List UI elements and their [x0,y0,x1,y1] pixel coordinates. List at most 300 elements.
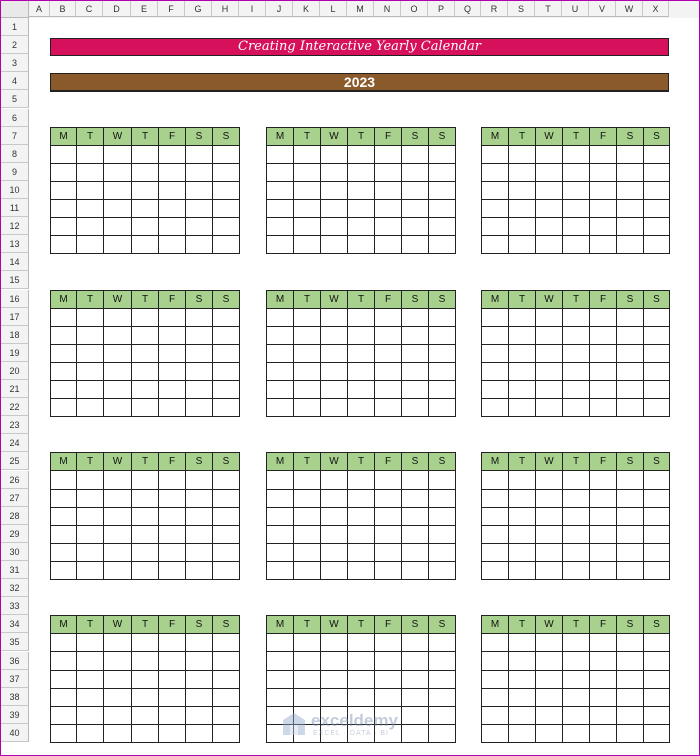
day-cell[interactable] [51,724,77,742]
day-cell[interactable] [482,543,509,561]
day-cell[interactable] [104,163,132,181]
day-cell[interactable] [402,362,429,380]
day-cell[interactable] [51,218,77,236]
day-cell[interactable] [429,543,456,561]
day-cell[interactable] [563,199,590,217]
day-cell[interactable] [159,380,186,398]
day-cell[interactable] [267,218,294,236]
weekday-header[interactable]: W [536,453,563,471]
day-cell[interactable] [321,199,348,217]
row-header-20[interactable]: 20 [1,362,29,380]
day-cell[interactable] [321,652,348,670]
weekday-header[interactable]: T [132,127,159,145]
row-header-13[interactable]: 13 [1,235,29,253]
day-cell[interactable] [321,218,348,236]
day-cell[interactable] [482,236,509,254]
day-cell[interactable] [509,326,536,344]
day-cell[interactable] [482,471,509,489]
day-cell[interactable] [536,344,563,362]
weekday-header[interactable]: M [51,616,77,634]
day-cell[interactable] [132,399,159,417]
weekday-header[interactable]: T [294,453,321,471]
weekday-header[interactable]: W [536,290,563,308]
row-header-24[interactable]: 24 [1,434,29,452]
day-cell[interactable] [132,471,159,489]
day-cell[interactable] [348,634,375,652]
day-cell[interactable] [563,308,590,326]
day-cell[interactable] [536,489,563,507]
day-cell[interactable] [186,399,213,417]
day-cell[interactable] [644,634,670,652]
day-cell[interactable] [509,525,536,543]
day-cell[interactable] [644,362,670,380]
day-cell[interactable] [132,199,159,217]
day-cell[interactable] [294,670,321,688]
day-cell[interactable] [294,362,321,380]
column-header-i[interactable]: I [239,1,266,17]
weekday-header[interactable]: F [375,616,402,634]
day-cell[interactable] [321,543,348,561]
day-cell[interactable] [294,543,321,561]
day-cell[interactable] [482,688,509,706]
day-cell[interactable] [159,181,186,199]
day-cell[interactable] [267,471,294,489]
day-cell[interactable] [509,561,536,579]
weekday-header[interactable]: T [132,290,159,308]
weekday-header[interactable]: M [51,453,77,471]
day-cell[interactable] [402,399,429,417]
day-cell[interactable] [482,380,509,398]
day-cell[interactable] [375,670,402,688]
day-cell[interactable] [536,706,563,724]
day-cell[interactable] [77,670,104,688]
day-cell[interactable] [482,724,509,742]
weekday-header[interactable]: S [429,127,456,145]
day-cell[interactable] [51,525,77,543]
day-cell[interactable] [563,688,590,706]
day-cell[interactable] [51,489,77,507]
day-cell[interactable] [590,145,617,163]
weekday-header[interactable]: F [590,453,617,471]
day-cell[interactable] [536,670,563,688]
day-cell[interactable] [375,362,402,380]
day-cell[interactable] [509,181,536,199]
weekday-header[interactable]: T [563,290,590,308]
day-cell[interactable] [294,145,321,163]
day-cell[interactable] [132,181,159,199]
weekday-header[interactable]: T [294,290,321,308]
day-cell[interactable] [321,163,348,181]
weekday-header[interactable]: T [348,453,375,471]
weekday-header[interactable]: S [644,453,670,471]
day-cell[interactable] [644,399,670,417]
day-cell[interactable] [213,344,240,362]
day-cell[interactable] [536,652,563,670]
day-cell[interactable] [186,308,213,326]
day-cell[interactable] [644,489,670,507]
day-cell[interactable] [617,724,644,742]
day-cell[interactable] [159,308,186,326]
day-cell[interactable] [509,362,536,380]
day-cell[interactable] [186,724,213,742]
weekday-header[interactable]: T [348,616,375,634]
row-header-35[interactable]: 35 [1,633,29,651]
day-cell[interactable] [132,525,159,543]
day-cell[interactable] [563,399,590,417]
weekday-header[interactable]: F [590,127,617,145]
weekday-header[interactable]: M [482,290,509,308]
row-header-37[interactable]: 37 [1,670,29,688]
day-cell[interactable] [159,525,186,543]
day-cell[interactable] [536,163,563,181]
day-cell[interactable] [429,471,456,489]
day-cell[interactable] [402,543,429,561]
day-cell[interactable] [590,199,617,217]
day-cell[interactable] [132,308,159,326]
weekday-header[interactable]: T [509,616,536,634]
day-cell[interactable] [429,688,456,706]
day-cell[interactable] [590,344,617,362]
day-cell[interactable] [617,308,644,326]
day-cell[interactable] [402,326,429,344]
day-cell[interactable] [509,399,536,417]
column-header-l[interactable]: L [320,1,347,17]
weekday-header[interactable]: W [536,127,563,145]
weekday-header[interactable]: S [186,453,213,471]
day-cell[interactable] [482,163,509,181]
weekday-header[interactable]: T [563,616,590,634]
day-cell[interactable] [617,362,644,380]
day-cell[interactable] [375,471,402,489]
day-cell[interactable] [482,362,509,380]
weekday-header[interactable]: W [321,127,348,145]
day-cell[interactable] [104,670,132,688]
row-header-21[interactable]: 21 [1,380,29,398]
weekday-header[interactable]: W [321,616,348,634]
day-cell[interactable] [294,218,321,236]
row-header-23[interactable]: 23 [1,416,29,434]
day-cell[interactable] [159,652,186,670]
day-cell[interactable] [132,670,159,688]
day-cell[interactable] [375,525,402,543]
day-cell[interactable] [644,344,670,362]
day-cell[interactable] [132,706,159,724]
column-header-p[interactable]: P [428,1,455,17]
day-cell[interactable] [51,706,77,724]
day-cell[interactable] [429,652,456,670]
weekday-header[interactable]: S [429,616,456,634]
day-cell[interactable] [348,507,375,525]
weekday-header[interactable]: S [617,453,644,471]
day-cell[interactable] [590,399,617,417]
day-cell[interactable] [563,706,590,724]
day-cell[interactable] [348,561,375,579]
weekday-header[interactable]: T [294,616,321,634]
day-cell[interactable] [644,688,670,706]
day-cell[interactable] [51,362,77,380]
column-header-v[interactable]: V [589,1,616,17]
day-cell[interactable] [617,181,644,199]
weekday-header[interactable]: S [186,290,213,308]
day-cell[interactable] [429,163,456,181]
weekday-header[interactable]: S [644,127,670,145]
day-cell[interactable] [536,362,563,380]
day-cell[interactable] [321,525,348,543]
weekday-header[interactable]: S [617,290,644,308]
day-cell[interactable] [213,543,240,561]
day-cell[interactable] [402,507,429,525]
weekday-header[interactable]: S [617,127,644,145]
day-cell[interactable] [51,670,77,688]
day-cell[interactable] [509,145,536,163]
day-cell[interactable] [617,380,644,398]
day-cell[interactable] [294,688,321,706]
weekday-header[interactable]: M [267,453,294,471]
day-cell[interactable] [644,145,670,163]
row-header-32[interactable]: 32 [1,579,29,597]
day-cell[interactable] [267,634,294,652]
day-cell[interactable] [402,634,429,652]
row-header-27[interactable]: 27 [1,489,29,507]
day-cell[interactable] [213,145,240,163]
row-header-14[interactable]: 14 [1,253,29,271]
day-cell[interactable] [536,326,563,344]
day-cell[interactable] [482,652,509,670]
day-cell[interactable] [132,344,159,362]
day-cell[interactable] [509,199,536,217]
day-cell[interactable] [482,399,509,417]
row-header-26[interactable]: 26 [1,471,29,489]
day-cell[interactable] [321,688,348,706]
weekday-header[interactable]: S [644,616,670,634]
day-cell[interactable] [617,525,644,543]
day-cell[interactable] [590,561,617,579]
weekday-header[interactable]: F [159,453,186,471]
day-cell[interactable] [563,236,590,254]
day-cell[interactable] [644,543,670,561]
day-cell[interactable] [536,145,563,163]
day-cell[interactable] [617,634,644,652]
day-cell[interactable] [644,525,670,543]
day-cell[interactable] [509,308,536,326]
day-cell[interactable] [536,688,563,706]
day-cell[interactable] [402,380,429,398]
weekday-header[interactable]: T [77,127,104,145]
day-cell[interactable] [104,218,132,236]
day-cell[interactable] [321,308,348,326]
day-cell[interactable] [563,670,590,688]
day-cell[interactable] [159,543,186,561]
day-cell[interactable] [644,380,670,398]
day-cell[interactable] [482,199,509,217]
day-cell[interactable] [617,706,644,724]
day-cell[interactable] [375,489,402,507]
day-cell[interactable] [104,525,132,543]
weekday-header[interactable]: W [104,127,132,145]
day-cell[interactable] [267,181,294,199]
day-cell[interactable] [402,489,429,507]
day-cell[interactable] [348,380,375,398]
day-cell[interactable] [186,181,213,199]
weekday-header[interactable]: T [509,127,536,145]
day-cell[interactable] [563,561,590,579]
row-header-12[interactable]: 12 [1,217,29,235]
day-cell[interactable] [132,163,159,181]
day-cell[interactable] [77,163,104,181]
row-header-8[interactable]: 8 [1,145,29,163]
weekday-header[interactable]: T [509,290,536,308]
day-cell[interactable] [429,199,456,217]
weekday-header[interactable]: T [348,290,375,308]
day-cell[interactable] [104,326,132,344]
day-cell[interactable] [267,561,294,579]
day-cell[interactable] [348,525,375,543]
day-cell[interactable] [51,181,77,199]
day-cell[interactable] [159,344,186,362]
day-cell[interactable] [213,688,240,706]
day-cell[interactable] [159,561,186,579]
day-cell[interactable] [348,145,375,163]
day-cell[interactable] [590,308,617,326]
day-cell[interactable] [159,236,186,254]
day-cell[interactable] [509,236,536,254]
day-cell[interactable] [509,218,536,236]
weekday-header[interactable]: M [482,127,509,145]
day-cell[interactable] [617,344,644,362]
day-cell[interactable] [159,688,186,706]
day-cell[interactable] [402,471,429,489]
day-cell[interactable] [644,561,670,579]
row-header-22[interactable]: 22 [1,398,29,416]
day-cell[interactable] [644,652,670,670]
row-header-15[interactable]: 15 [1,271,29,289]
weekday-header[interactable]: M [51,127,77,145]
day-cell[interactable] [294,199,321,217]
day-cell[interactable] [186,507,213,525]
day-cell[interactable] [213,706,240,724]
day-cell[interactable] [213,561,240,579]
day-cell[interactable] [51,688,77,706]
day-cell[interactable] [429,308,456,326]
day-cell[interactable] [536,181,563,199]
day-cell[interactable] [294,163,321,181]
day-cell[interactable] [563,525,590,543]
day-cell[interactable] [536,399,563,417]
day-cell[interactable] [104,471,132,489]
day-cell[interactable] [348,652,375,670]
day-cell[interactable] [132,145,159,163]
day-cell[interactable] [77,218,104,236]
day-cell[interactable] [590,724,617,742]
day-cell[interactable] [375,145,402,163]
day-cell[interactable] [536,543,563,561]
day-cell[interactable] [104,308,132,326]
day-cell[interactable] [213,362,240,380]
column-header-s[interactable]: S [508,1,535,17]
day-cell[interactable] [617,236,644,254]
day-cell[interactable] [429,326,456,344]
day-cell[interactable] [51,561,77,579]
day-cell[interactable] [104,236,132,254]
day-cell[interactable] [536,634,563,652]
day-cell[interactable] [321,670,348,688]
day-cell[interactable] [186,561,213,579]
day-cell[interactable] [509,688,536,706]
day-cell[interactable] [132,652,159,670]
day-cell[interactable] [509,543,536,561]
day-cell[interactable] [321,634,348,652]
day-cell[interactable] [402,145,429,163]
day-cell[interactable] [186,344,213,362]
day-cell[interactable] [51,344,77,362]
day-cell[interactable] [77,634,104,652]
day-cell[interactable] [132,236,159,254]
day-cell[interactable] [563,344,590,362]
day-cell[interactable] [77,561,104,579]
row-header-1[interactable]: 1 [1,18,29,36]
day-cell[interactable] [348,181,375,199]
weekday-header[interactable]: F [375,290,402,308]
day-cell[interactable] [348,399,375,417]
row-header-18[interactable]: 18 [1,326,29,344]
row-header-36[interactable]: 36 [1,652,29,670]
day-cell[interactable] [429,236,456,254]
day-cell[interactable] [644,724,670,742]
day-cell[interactable] [267,507,294,525]
day-cell[interactable] [321,145,348,163]
day-cell[interactable] [563,489,590,507]
row-header-39[interactable]: 39 [1,706,29,724]
day-cell[interactable] [536,724,563,742]
day-cell[interactable] [617,670,644,688]
day-cell[interactable] [51,507,77,525]
day-cell[interactable] [267,380,294,398]
day-cell[interactable] [617,688,644,706]
day-cell[interactable] [213,218,240,236]
weekday-header[interactable]: M [267,127,294,145]
day-cell[interactable] [104,489,132,507]
day-cell[interactable] [590,634,617,652]
weekday-header[interactable]: M [267,616,294,634]
day-cell[interactable] [429,724,456,742]
day-cell[interactable] [186,634,213,652]
row-header-38[interactable]: 38 [1,688,29,706]
day-cell[interactable] [213,670,240,688]
day-cell[interactable] [644,670,670,688]
day-cell[interactable] [429,344,456,362]
weekday-header[interactable]: T [132,453,159,471]
weekday-header[interactable]: T [77,616,104,634]
weekday-header[interactable]: W [104,616,132,634]
day-cell[interactable] [590,326,617,344]
weekday-header[interactable]: W [104,453,132,471]
day-cell[interactable] [77,507,104,525]
day-cell[interactable] [375,688,402,706]
day-cell[interactable] [132,362,159,380]
day-cell[interactable] [132,326,159,344]
weekday-header[interactable]: W [321,453,348,471]
day-cell[interactable] [375,543,402,561]
day-cell[interactable] [186,489,213,507]
day-cell[interactable] [402,308,429,326]
day-cell[interactable] [375,163,402,181]
day-cell[interactable] [186,543,213,561]
column-header-c[interactable]: C [76,1,103,17]
day-cell[interactable] [213,507,240,525]
day-cell[interactable] [644,507,670,525]
day-cell[interactable] [590,652,617,670]
day-cell[interactable] [348,362,375,380]
